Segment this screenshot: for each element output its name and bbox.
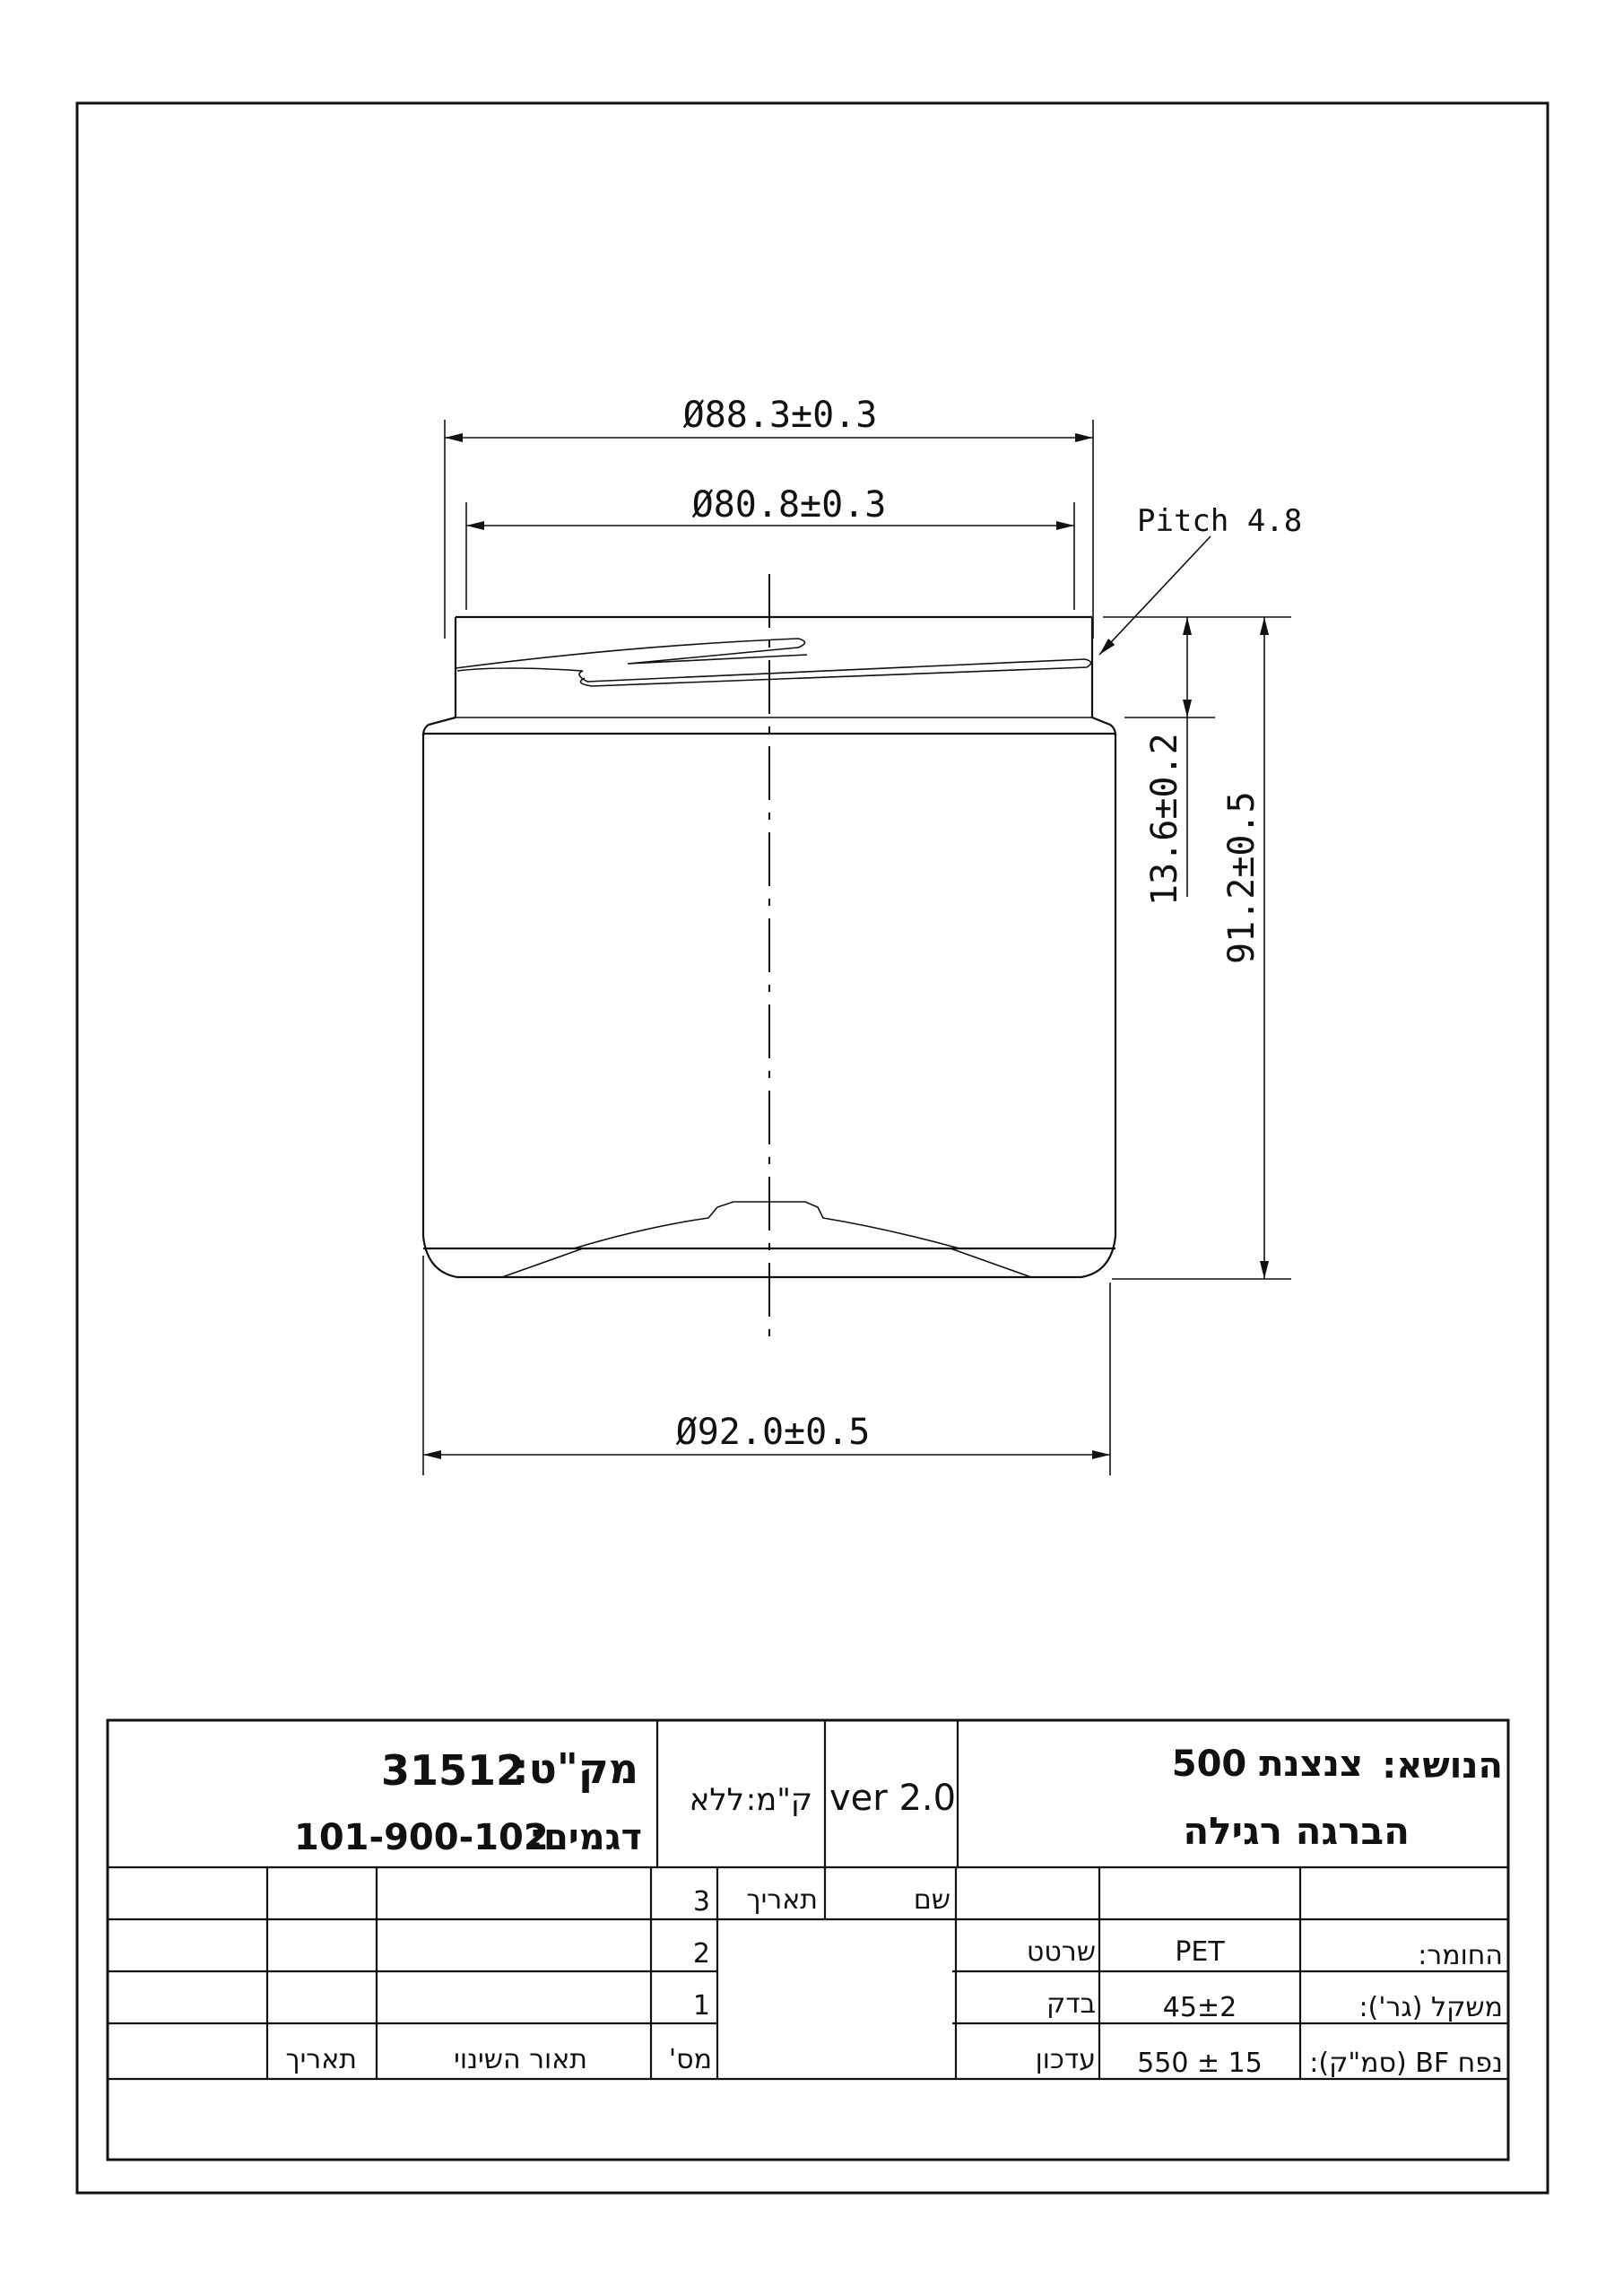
rev-number-1: 1 [692,1990,710,2022]
role-drafted: שרטט [1026,1936,1096,1968]
volume-label: נפח BF (סמ"ק): [1309,2048,1503,2079]
header-name: שם [913,1884,950,1916]
dim-total-height-label: 91.2±0.5 [1221,791,1263,964]
km-value: ללא [689,1782,744,1818]
jar-drawing [423,574,1115,1345]
material-value: PET [1175,1936,1225,1968]
km-label: ק"מ: [745,1782,812,1818]
weight-label: משקל (גר'): [1358,1992,1503,2023]
rev-number-2: 2 [692,1938,710,1970]
sku-label: מק"ט: [512,1744,638,1793]
rev-date-header: תאריך [285,2044,357,2075]
dim-top-inner-label: Ø80.8±0.3 [691,484,887,526]
rev-no-header: מס' [668,2044,712,2075]
header-date: תאריך [746,1884,818,1916]
pitch-callout [1099,503,1302,655]
weight-value: 45±2 [1162,1992,1237,2023]
subject-line2: הברגה רגילה [1183,1809,1410,1853]
dimension-neck-height [1103,617,1291,906]
pitch-label: Pitch 4.8 [1137,503,1303,539]
material-label: החומר: [1418,1940,1503,1971]
models-value: 101-900-102 [294,1817,549,1858]
rev-number-3: 3 [692,1886,710,1918]
dim-bottom-label: Ø92.0±0.5 [675,1412,871,1453]
role-updated: עדכון [1035,2044,1096,2075]
subject-label: הנושא: [1382,1745,1503,1787]
role-checked: בדק [1046,1988,1096,2020]
dimension-bottom [423,1256,1110,1475]
models-label: דגמים: [529,1817,642,1858]
volume-value: 550 ± 15 [1137,2048,1263,2079]
rev-desc-header: תאור השינוי [454,2044,587,2075]
subject-line1: צנצנת 500 [1171,1744,1363,1785]
sku-value: 31512 [381,1746,525,1795]
dimension-total-height [1112,617,1291,1279]
dim-top-outer-label: Ø88.3±0.3 [682,395,878,436]
version-label: ver 2.0 [829,1778,957,1819]
dim-neck-height-label: 13.6±0.2 [1144,733,1185,906]
